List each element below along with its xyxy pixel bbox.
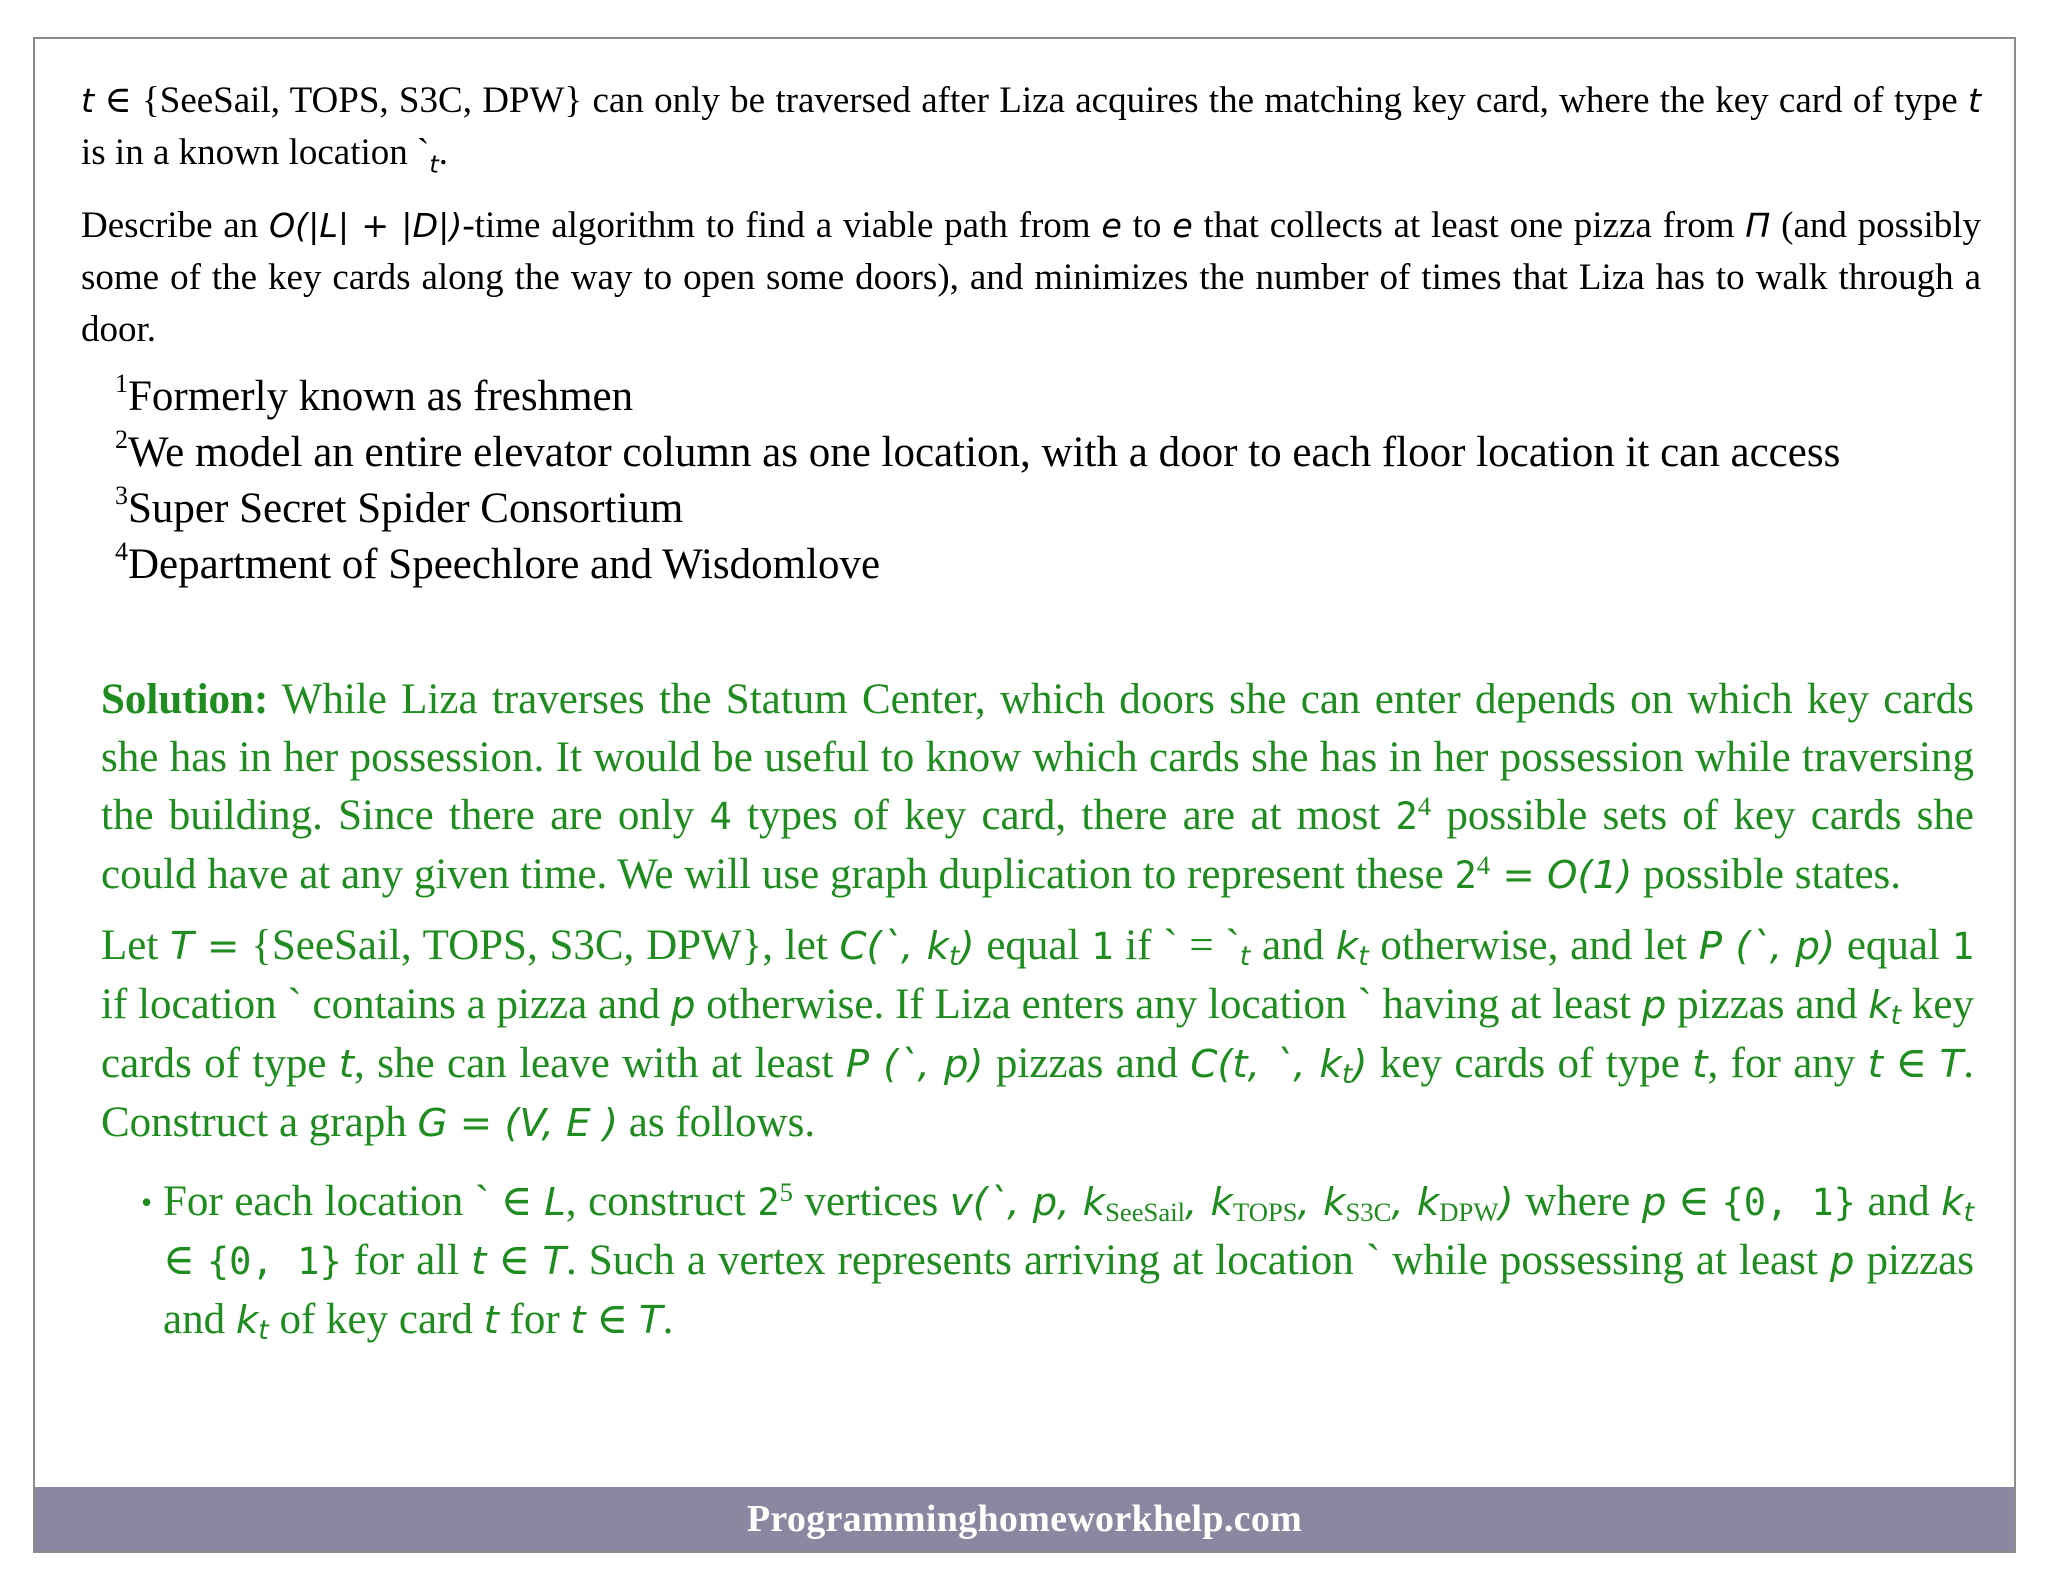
problem-paragraph-2	[81, 200, 1981, 356]
var-t: t	[570, 1298, 586, 1343]
number: 4	[709, 795, 732, 838]
footnote-number: 4	[115, 537, 128, 566]
problem-paragraph-1	[81, 75, 1981, 190]
var-e: e	[1101, 206, 1122, 246]
function-P: P (`, p)	[845, 1042, 984, 1087]
exponent: 5	[779, 1177, 793, 1207]
text: types of key card, there are at most	[731, 792, 1396, 839]
function-C: )	[1352, 1042, 1368, 1087]
text: pizzas and	[163, 1237, 1974, 1343]
bullet-item	[141, 1173, 1974, 1350]
text: Describe an	[81, 205, 269, 247]
footnote-text: We model an entire elevator column as one location, with a door to each floor location it can access	[128, 429, 1841, 476]
text: . Such a vertex represents arriving at location ` while possessing at least	[565, 1237, 1830, 1284]
problem-statement	[81, 75, 1981, 366]
text: if location ` contains a pizza and	[101, 981, 671, 1028]
function-C: C(`, k	[839, 924, 950, 969]
slide	[33, 37, 2016, 1553]
text: for all	[341, 1237, 472, 1284]
text: ∈	[1666, 1178, 1722, 1225]
var-T: T	[542, 1239, 566, 1284]
number: 1	[1951, 925, 1974, 968]
text: , for any	[1707, 1040, 1868, 1087]
text: and	[1250, 922, 1336, 969]
solution-paragraph-2	[101, 917, 1974, 1153]
text: -time algorithm to find a viable path from	[462, 205, 1102, 247]
text: to	[1121, 205, 1173, 247]
footnote-text: Formerly known as freshmen	[128, 373, 634, 420]
vertex-v: , k	[1391, 1180, 1440, 1225]
text: possible sets of key cards she could have at any given time. We will use graph duplication to represent these	[101, 792, 1974, 898]
text: (and possibly some of the key cards along the way to open some doors), and minimizes the number of times that Liza has to walk through a door.	[81, 205, 1981, 351]
footnote-text: Super Secret Spider Consortium	[128, 485, 684, 532]
function-P: P (`, p)	[1698, 924, 1836, 969]
text: where	[1513, 1178, 1642, 1225]
solution-label: Solution:	[101, 676, 269, 723]
var-T: T	[638, 1298, 663, 1343]
function-C: )	[959, 924, 975, 969]
text: key cards of type	[101, 981, 1974, 1087]
text: otherwise, and let	[1368, 922, 1699, 969]
text: as follows.	[618, 1099, 816, 1146]
var-t: t	[1692, 1042, 1708, 1087]
var-t: t	[338, 1042, 355, 1087]
footnote-number: 2	[115, 425, 128, 454]
binary-set: {0, 1}	[206, 1240, 342, 1283]
var-pi: Π	[1745, 206, 1771, 246]
footer-site-name: Programminghomeworkhelp.com	[746, 1498, 1303, 1540]
text: While Liza traverses the Statum Center, which doors she can enter depends on which key cards she has in her possession. It would be useful to know which cards she has in her possession while traversing the building. Since there are only	[101, 676, 1974, 839]
type-set: {SeeSail, TOPS, S3C, DPW}	[239, 922, 763, 969]
number: 2	[1454, 854, 1477, 897]
text: key cards of type	[1367, 1040, 1693, 1087]
footnote-2	[115, 425, 1935, 481]
vertex-v: v(`, p, k	[949, 1180, 1106, 1225]
solution-paragraph-1	[101, 671, 1974, 905]
number: 2	[1395, 795, 1418, 838]
var-k: k	[1868, 983, 1891, 1028]
footer-bar	[35, 1487, 2014, 1551]
text: ∈	[585, 1296, 639, 1343]
text: and	[1855, 1178, 1942, 1225]
text: , she can leave with at least	[354, 1040, 846, 1087]
text: , let	[762, 922, 840, 969]
text: is in a known location	[81, 132, 418, 173]
solution	[101, 671, 1974, 1350]
text: ∈	[1882, 1040, 1940, 1087]
vertex-v: , k	[1297, 1180, 1346, 1225]
footnote-text: Department of Speechlore and Wisdomlove	[128, 541, 881, 588]
text: vertices	[792, 1178, 950, 1225]
text: ∈	[163, 1237, 207, 1284]
text: can only be traversed after Liza acquires the matching key card, where the key card of type	[582, 80, 1968, 121]
subscript: t	[1890, 1000, 1902, 1031]
text: of key card	[268, 1296, 484, 1343]
var-T: T =	[170, 924, 240, 969]
subscript: t	[429, 150, 439, 179]
equation: = O(1)	[1490, 853, 1633, 898]
subscript: S3C	[1345, 1197, 1392, 1227]
text: equal	[974, 922, 1092, 969]
text: for	[498, 1296, 571, 1343]
var-L: L	[544, 1180, 566, 1225]
text: . Construct a graph	[101, 1040, 1974, 1146]
var-p: p	[1641, 1180, 1667, 1225]
var-t: t	[483, 1298, 499, 1343]
var-t: t	[1867, 1042, 1883, 1087]
footnote-1	[115, 369, 1935, 425]
location-symbol: `	[417, 132, 430, 173]
bullet-icon: •	[141, 1184, 153, 1220]
text: possible states.	[1632, 851, 1902, 898]
var-k: k	[1941, 1180, 1964, 1225]
var-p: p	[670, 983, 696, 1028]
var-k: k	[1335, 924, 1359, 969]
text: equal	[1835, 922, 1952, 969]
subscript: DPW	[1439, 1197, 1499, 1227]
exponent: 4	[1417, 791, 1432, 821]
subscript: t	[1341, 1059, 1353, 1090]
text: otherwise. If Liza enters any location ` having at least	[695, 981, 1642, 1028]
type-set: ∈ {SeeSail, TOPS, S3C, DPW}	[104, 80, 583, 121]
text: Let	[101, 922, 171, 969]
footnote-3	[115, 481, 1935, 537]
footnote-4	[115, 537, 1935, 593]
var-t: t	[471, 1239, 487, 1284]
text: pizzas and	[1666, 981, 1869, 1028]
text: , construct	[565, 1178, 758, 1225]
text: if ` = `	[1113, 922, 1240, 969]
graph-G: G = (V, E )	[417, 1101, 618, 1146]
subscript: SeeSail	[1105, 1197, 1186, 1227]
var-e: e	[1172, 206, 1193, 246]
text: .	[438, 132, 449, 173]
vertex-v: , k	[1185, 1180, 1233, 1225]
text: .	[662, 1296, 674, 1343]
function-C: C(t, `, k	[1190, 1042, 1342, 1087]
subscript: t	[949, 941, 960, 972]
var-t: t	[81, 81, 95, 120]
number: 1	[1091, 925, 1114, 968]
exponent: 4	[1476, 850, 1491, 880]
subscript: t	[258, 1315, 269, 1346]
text: For each location ` ∈	[163, 1178, 545, 1225]
footnote-number: 1	[115, 369, 128, 398]
footnotes	[115, 369, 1935, 593]
var-p: p	[1641, 983, 1667, 1028]
vertex-v: )	[1498, 1180, 1514, 1225]
var-k: k	[235, 1298, 259, 1343]
complexity: O(|L| + |D|)	[268, 206, 463, 246]
subscript: TOPS	[1232, 1197, 1298, 1227]
subscript: t	[1963, 1197, 1975, 1228]
var-t: t	[1967, 81, 1982, 120]
subscript: t	[1239, 941, 1251, 972]
var-p: p	[1829, 1239, 1855, 1284]
subscript: t	[1358, 941, 1369, 972]
binary-set: {0, 1}	[1721, 1181, 1856, 1224]
text: pizzas and	[983, 1040, 1191, 1087]
footnote-number: 3	[115, 481, 128, 510]
number: 2	[757, 1181, 780, 1224]
var-T: T	[1939, 1042, 1964, 1087]
text: that collects at least one pizza from	[1192, 205, 1746, 247]
text: ∈	[486, 1237, 543, 1284]
